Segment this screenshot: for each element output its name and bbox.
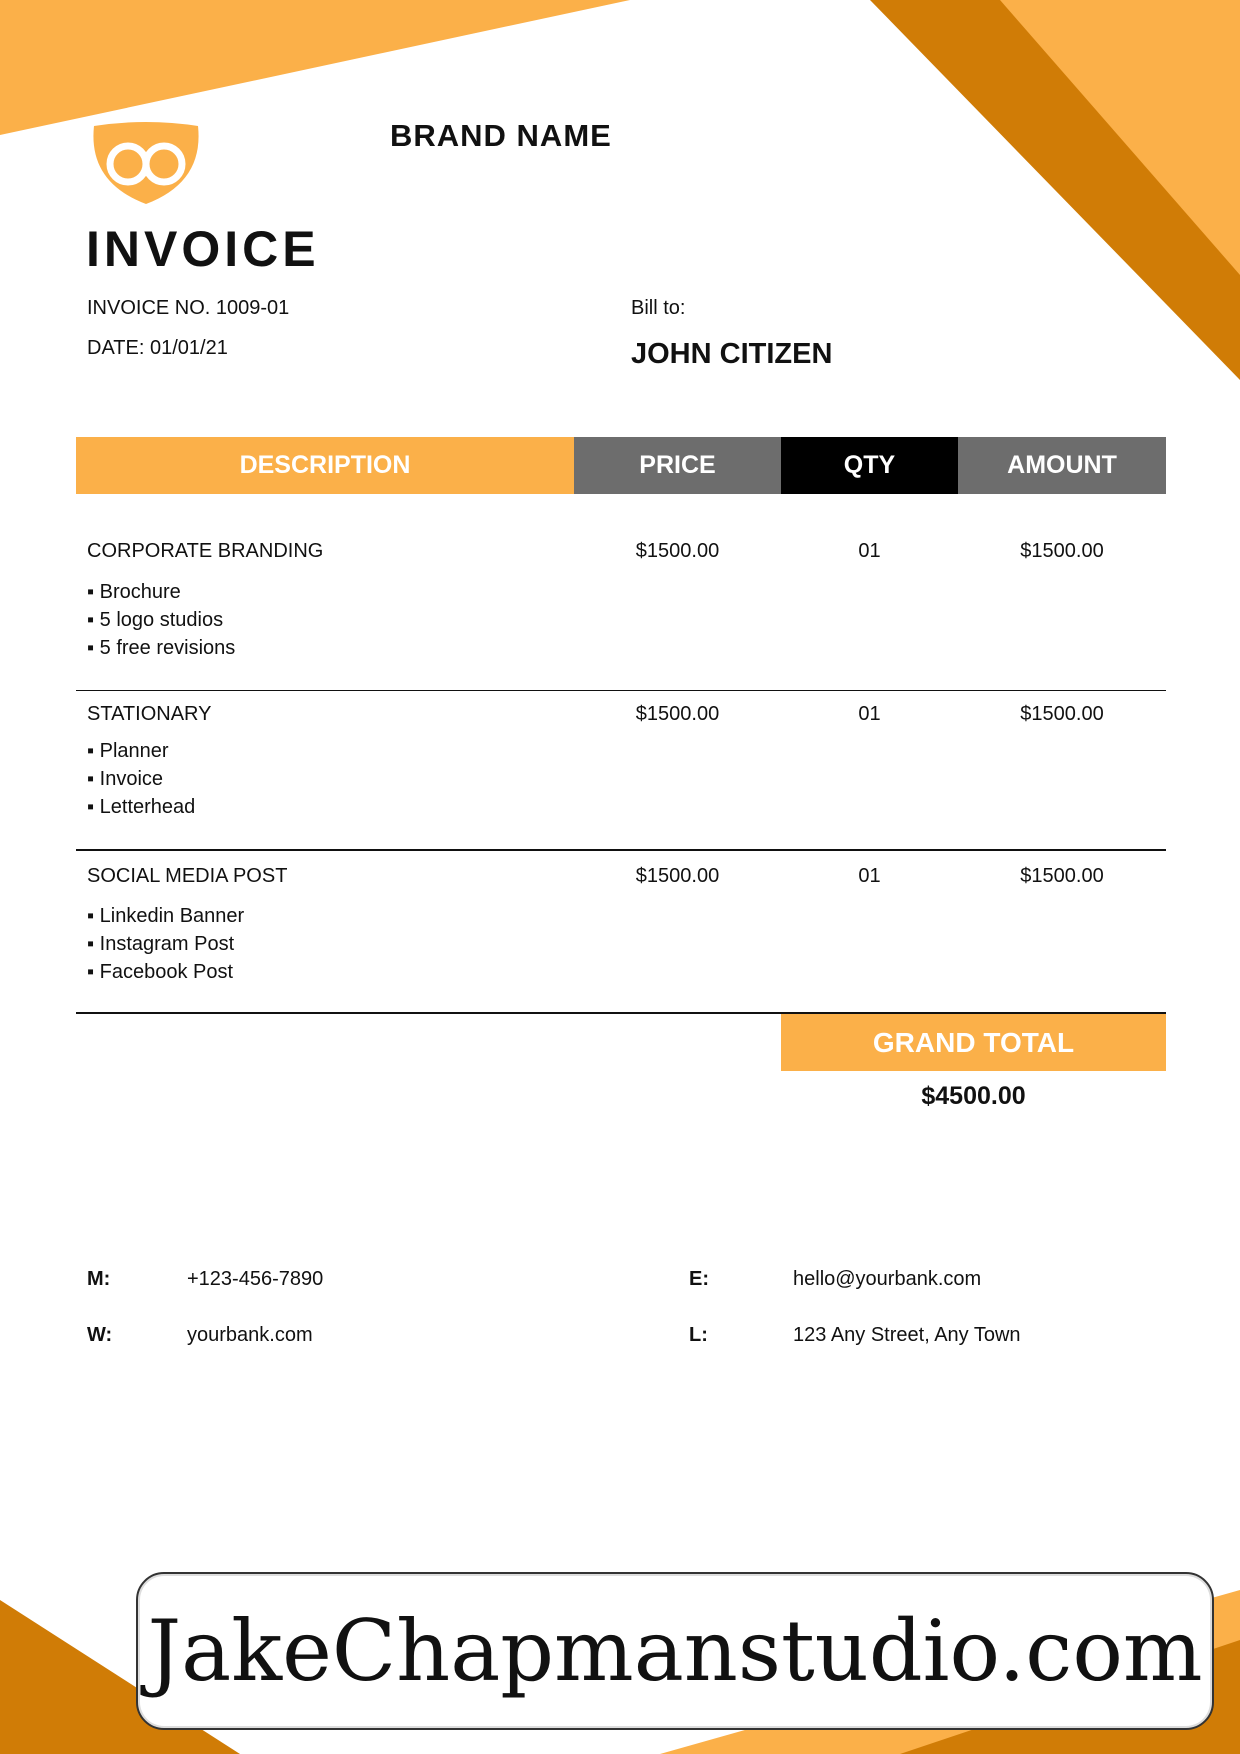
list-item: ▪ Instagram Post — [87, 933, 235, 955]
watermark-banner: JakeChapmanstudio.com — [136, 1572, 1214, 1730]
row-price: $1500.00 — [635, 540, 720, 562]
mobile-label: M: — [87, 1268, 111, 1290]
row-title: CORPORATE BRANDING — [87, 540, 324, 562]
invoice-date: DATE: 01/01/21 — [87, 337, 228, 359]
row-qty: 01 — [858, 865, 881, 887]
row-amount: $1500.00 — [1020, 865, 1104, 887]
row-amount: $1500.00 — [1020, 540, 1104, 562]
header-amount: AMOUNT — [958, 437, 1166, 494]
brand-name: BRAND NAME — [390, 118, 612, 153]
row-amount: $1500.00 — [1020, 703, 1104, 725]
row-qty: 01 — [858, 540, 881, 562]
mobile-value: +123-456-7890 — [187, 1268, 324, 1290]
invoice-number: INVOICE NO. 1009-01 — [87, 297, 290, 319]
header-qty: QTY — [781, 437, 958, 494]
list-item: ▪ Planner — [87, 740, 169, 762]
grand-total-value: $4500.00 — [921, 1082, 1026, 1110]
row-qty: 01 — [858, 703, 881, 725]
list-item: ▪ Linkedin Banner — [87, 905, 245, 927]
header-price: PRICE — [574, 437, 781, 494]
row-title: SOCIAL MEDIA POST — [87, 865, 288, 887]
bill-to-name: JOHN CITIZEN — [631, 338, 833, 370]
website-value: yourbank.com — [187, 1324, 313, 1346]
bill-to-label: Bill to: — [631, 297, 686, 319]
row-title: STATIONARY — [87, 703, 212, 725]
row-divider — [76, 690, 1166, 691]
email-label: E: — [689, 1268, 709, 1290]
website-label: W: — [87, 1324, 113, 1346]
row-price: $1500.00 — [635, 865, 720, 887]
email-value: hello@yourbank.com — [793, 1268, 982, 1290]
row-divider — [76, 849, 1166, 851]
grand-total-label: GRAND TOTAL — [781, 1014, 1166, 1071]
brand-logo-icon — [88, 120, 204, 208]
list-item: ▪ Invoice — [87, 768, 164, 790]
list-item: ▪ Letterhead — [87, 796, 196, 818]
header-description: DESCRIPTION — [76, 437, 574, 494]
location-label: L: — [689, 1324, 708, 1346]
list-item: ▪ 5 logo studios — [87, 609, 224, 631]
location-value: 123 Any Street, Any Town — [793, 1324, 1021, 1346]
list-item: ▪ 5 free revisions — [87, 637, 236, 659]
list-item: ▪ Brochure — [87, 581, 181, 603]
row-price: $1500.00 — [635, 703, 720, 725]
document-title: INVOICE — [86, 221, 320, 277]
list-item: ▪ Facebook Post — [87, 961, 234, 983]
